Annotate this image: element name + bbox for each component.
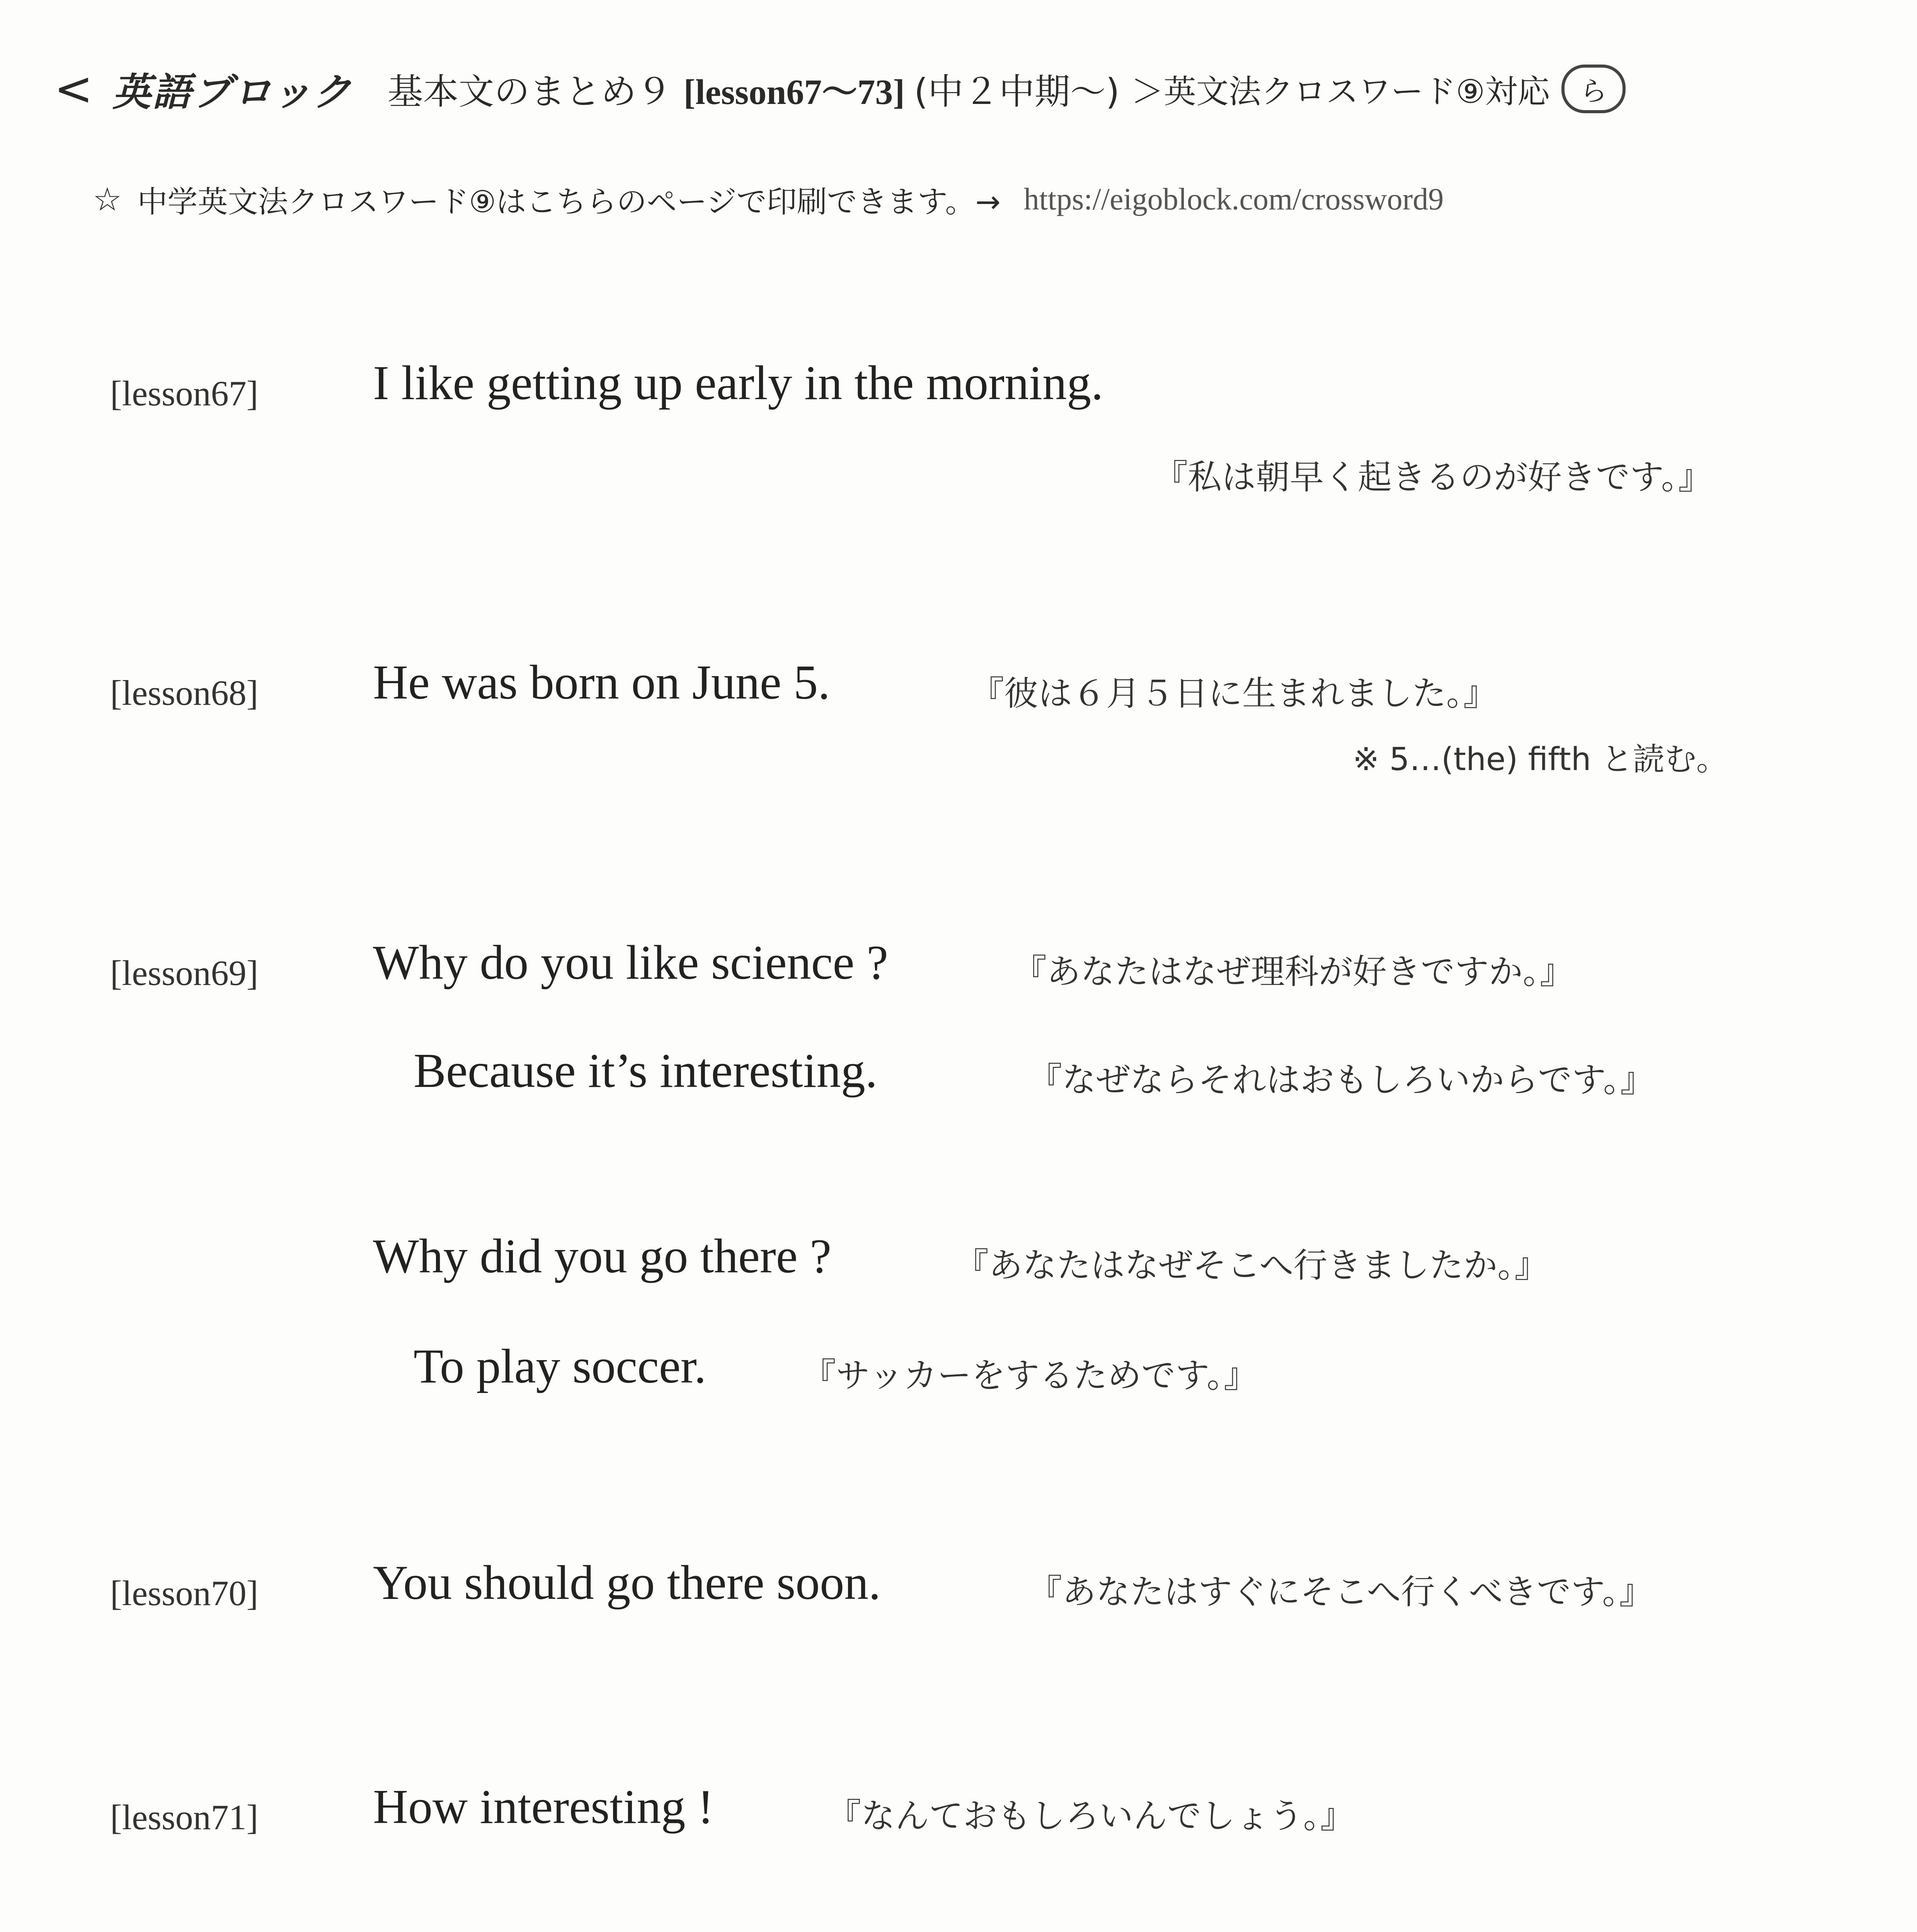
lesson-70-japanese: 『あなたはすぐにそこへ行くべきです。』 xyxy=(1028,1572,1653,1612)
lesson-label-71: [lesson71] xyxy=(110,1798,259,1837)
lesson-label-69: [lesson69] xyxy=(110,953,259,993)
page-title: 基本文のまとめ９ xyxy=(387,71,672,112)
lesson-69-japanese-1: 『あなたはなぜ理科が好きですか。』 xyxy=(1013,952,1574,992)
lesson-68-english: He was born on June 5. xyxy=(373,656,830,709)
lesson-69-japanese-2: 『なぜならそれはおもしろいからです。』 xyxy=(1028,1060,1655,1100)
page-header xyxy=(54,58,1626,120)
crossword-link[interactable]: https://eigoblock.com/crossword9 xyxy=(1023,182,1444,216)
lesson-label-68: [lesson68] xyxy=(110,673,259,713)
lesson-69-english-2: Because it’s interesting. xyxy=(414,1044,878,1098)
lesson-69-english-3: Why did you go there ? xyxy=(373,1230,832,1283)
lesson-range: [lesson67〜73] xyxy=(683,72,905,112)
crossword-reference: ＞英文法クロスワード⑨対応 xyxy=(1131,72,1550,111)
star-icon: ☆ xyxy=(93,180,122,218)
print-note xyxy=(93,178,1444,221)
lesson-label-70: [lesson70] xyxy=(110,1573,259,1613)
lesson-label-67: [lesson67] xyxy=(110,374,259,413)
lesson-68-note: ※ 5…(the) fifth と読む。 xyxy=(1353,741,1728,778)
lesson-67-japanese: 『私は朝早く起きるのが好きです。』 xyxy=(1154,457,1712,497)
lesson-69-japanese-3: 『あなたはなぜそこへ行きましたか。』 xyxy=(955,1245,1549,1285)
lesson-69-english-4: To play soccer. xyxy=(414,1340,707,1393)
print-note-text: 中学英文法クロスワード⑨はこちらのページで印刷できます。→ xyxy=(137,185,1001,219)
grade-level: (中２中期〜) xyxy=(914,71,1120,112)
lesson-69-english-1: Why do you like science ? xyxy=(373,936,889,990)
brand-logo: 英語ブロック xyxy=(112,70,353,115)
lesson-67-english: I like getting up early in the morning. xyxy=(373,356,1103,410)
mascot-badge-icon: ら xyxy=(1561,65,1626,113)
lesson-69-japanese-4: 『サッカーをするためです。』 xyxy=(802,1355,1258,1395)
lesson-71-english: How interesting ! xyxy=(373,1780,714,1834)
lesson-70-english: You should go there soon. xyxy=(373,1556,881,1610)
lesson-68-japanese: 『彼は６月５日に生まれました。』 xyxy=(970,673,1498,713)
back-chevron-icon: < xyxy=(54,62,93,116)
lesson-71-japanese: 『なんておもしろいんでしょう。』 xyxy=(827,1796,1355,1836)
